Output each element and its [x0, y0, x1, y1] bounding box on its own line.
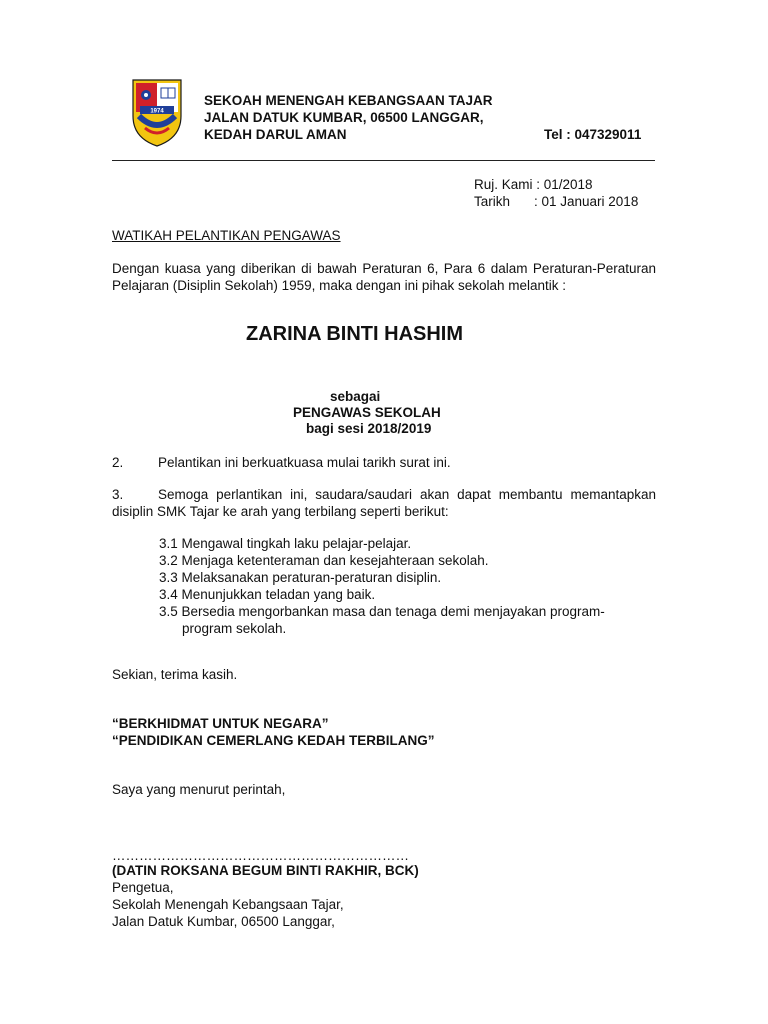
slogan-1: “BERKHIDMAT UNTUK NEGARA”: [112, 716, 329, 731]
header-divider: [112, 160, 655, 161]
duty-item: 3.1 Mengawal tingkah laku pelajar-pelajar.: [159, 536, 412, 551]
duty-item: 3.3 Melaksanakan peraturan-peraturan disiplin.: [159, 570, 442, 585]
appointment-sebagai: sebagai: [330, 389, 381, 404]
school-phone: Tel : 047329011: [544, 127, 642, 142]
date-label: Tarikh: [474, 194, 511, 209]
paragraph-3-text: Semoga perlantikan ini, saudara/saudari akan dapat membantu memantapkan disiplin SMK Tajar ke arah yang terbilang seperti berikut:: [112, 487, 656, 519]
duty-item: 3.2 Menjaga ketenteraman dan kesejahteraan sekolah.: [159, 553, 489, 568]
school-address-line2: KEDAH DARUL AMAN: [204, 127, 347, 142]
date-value: : 01 Januari 2018: [534, 194, 639, 209]
reference-number: Ruj. Kami : 01/2018: [474, 177, 593, 192]
appointment-role: PENGAWAS SEKOLAH: [293, 405, 441, 420]
sign-off: Saya yang menurut perintah,: [112, 782, 286, 797]
paragraph-2: [112, 455, 451, 470]
appointee-name: ZARINA BINTI HASHIM: [246, 323, 464, 345]
closing-text: Sekian, terima kasih.: [112, 667, 238, 682]
svg-text:1974: 1974: [150, 108, 164, 115]
document-title: WATIKAH PELANTIKAN PENGAWAS: [112, 228, 341, 243]
paragraph-3-number: 3.: [112, 487, 124, 502]
school-logo: [131, 78, 183, 148]
paragraph-3: [112, 486, 656, 520]
duty-item-continuation: program sekolah.: [182, 621, 287, 636]
signature-line: …………………………………………………………: [112, 848, 409, 863]
slogan-2: “PENDIDIKAN CEMERLANG KEDAH TERBILANG”: [112, 733, 435, 748]
paragraph-2-text: Pelantikan ini berkuatkuasa mulai tarikh surat ini.: [158, 455, 451, 470]
school-name: SEKOAH MENENGAH KEBANGSAAN TAJAR: [204, 93, 493, 108]
signatory-name: (DATIN ROKSANA BEGUM BINTI RAKHIR, BCK): [112, 863, 419, 878]
paragraph-2-number: 2.: [112, 455, 124, 470]
signatory-address: Jalan Datuk Kumbar, 06500 Langgar,: [112, 914, 335, 929]
signatory-org: Sekolah Menengah Kebangsaan Tajar,: [112, 897, 344, 912]
duty-item: 3.5 Bersedia mengorbankan masa dan tenaga demi menjayakan program-: [159, 604, 605, 619]
appointment-session: bagi sesi 2018/2019: [306, 421, 432, 436]
school-address-line1: JALAN DATUK KUMBAR, 06500 LANGGAR,: [204, 110, 484, 125]
intro-paragraph: Dengan kuasa yang diberikan di bawah Peraturan 6, Para 6 dalam Peraturan-Peraturan Pelajaran (Disiplin Sekolah) 1959, maka dengan ini pihak sekolah melantik :: [112, 261, 656, 293]
signatory-title: Pengetua,: [112, 880, 174, 895]
duty-item: 3.4 Menunjukkan teladan yang baik.: [159, 587, 376, 602]
